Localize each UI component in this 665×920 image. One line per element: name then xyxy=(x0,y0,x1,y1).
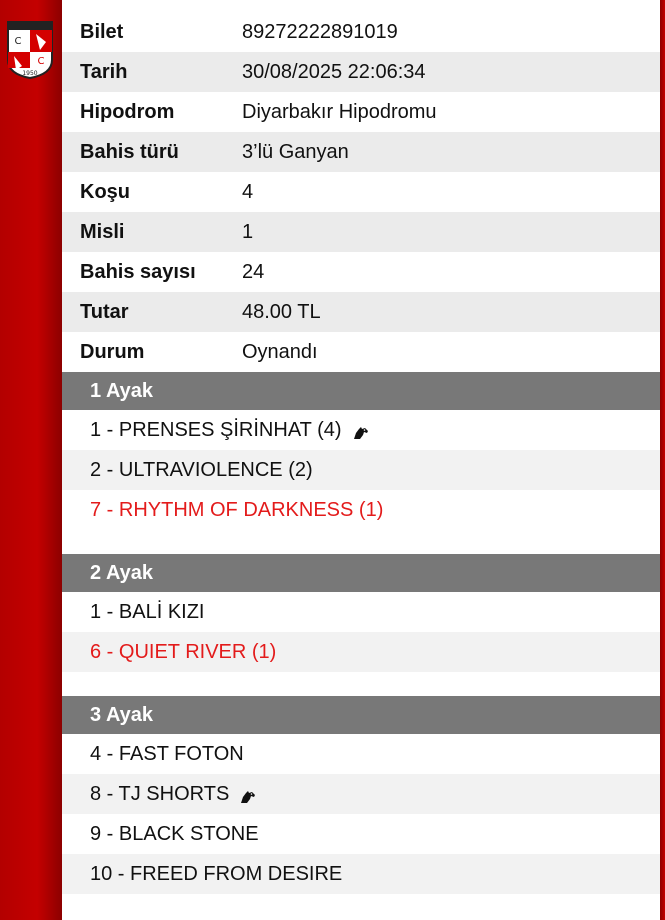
horse-row xyxy=(62,450,660,490)
info-value: 89272222891019 xyxy=(242,20,398,43)
info-value: 48.00 TL xyxy=(242,300,321,323)
info-row xyxy=(62,12,660,52)
info-label: Durum xyxy=(80,340,145,363)
info-value: 3’lü Ganyan xyxy=(242,140,349,163)
info-row xyxy=(62,92,660,132)
horse-name: 4 - FAST FOTON xyxy=(90,742,244,765)
horse-row xyxy=(62,490,660,530)
horse-name: 6 - QUIET RIVER (1) xyxy=(90,640,277,663)
leg-spacer xyxy=(62,672,660,696)
left-brand-strip xyxy=(0,0,62,920)
right-brand-strip xyxy=(660,0,665,920)
horse-head-icon xyxy=(352,423,370,437)
leg-spacer xyxy=(62,530,660,554)
info-value: Diyarbakır Hipodromu xyxy=(242,100,437,123)
horse-name: 8 - TJ SHORTS xyxy=(90,782,230,805)
horse-name: 2 - ULTRAVIOLENCE (2) xyxy=(90,458,313,481)
svg-text:C: C xyxy=(37,56,45,67)
info-row xyxy=(62,132,660,172)
leg-header: 3 Ayak xyxy=(62,696,660,734)
info-label: Bahis türü xyxy=(80,140,179,163)
horse-name: 1 - BALİ KIZI xyxy=(90,600,205,623)
info-value: 30/08/2025 22:06:34 xyxy=(242,60,426,83)
horse-head-icon xyxy=(239,787,257,801)
leg-header: 2 Ayak xyxy=(62,554,660,592)
info-row xyxy=(62,252,660,292)
info-row xyxy=(62,52,660,92)
info-row xyxy=(62,172,660,212)
info-label: Tarih xyxy=(80,60,128,83)
info-label: Koşu xyxy=(80,180,130,203)
horse-row xyxy=(62,774,660,814)
horse-row xyxy=(62,592,660,632)
info-label: Bahis sayısı xyxy=(80,260,196,283)
info-row xyxy=(62,292,660,332)
info-value: Oynandı xyxy=(242,340,318,363)
info-row xyxy=(62,212,660,252)
horse-row xyxy=(62,854,660,894)
horse-row xyxy=(62,734,660,774)
info-value: 4 xyxy=(242,180,254,203)
horse-row xyxy=(62,410,660,450)
horse-row xyxy=(62,814,660,854)
info-label: Tutar xyxy=(80,300,129,323)
club-logo xyxy=(6,20,54,80)
info-table xyxy=(62,12,660,372)
info-label: Hipodrom xyxy=(80,100,175,123)
svg-text:C: C xyxy=(14,36,22,47)
leg-header: 1 Ayak xyxy=(62,372,660,410)
horse-name: 1 - PRENSES ŞİRİNHAT (4) xyxy=(90,418,342,441)
horse-name: 10 - FREED FROM DESIRE xyxy=(90,862,343,885)
info-value: 1 xyxy=(242,220,254,243)
info-label: Bilet xyxy=(80,20,124,43)
ticket-details xyxy=(62,12,660,894)
info-label: Misli xyxy=(80,220,125,243)
info-value: 24 xyxy=(242,260,265,283)
horse-row xyxy=(62,632,660,672)
legs-list xyxy=(62,372,660,894)
svg-text:1950: 1950 xyxy=(22,70,38,77)
info-row xyxy=(62,332,660,372)
horse-name: 7 - RHYTHM OF DARKNESS (1) xyxy=(90,498,384,521)
horse-name: 9 - BLACK STONE xyxy=(90,822,259,845)
